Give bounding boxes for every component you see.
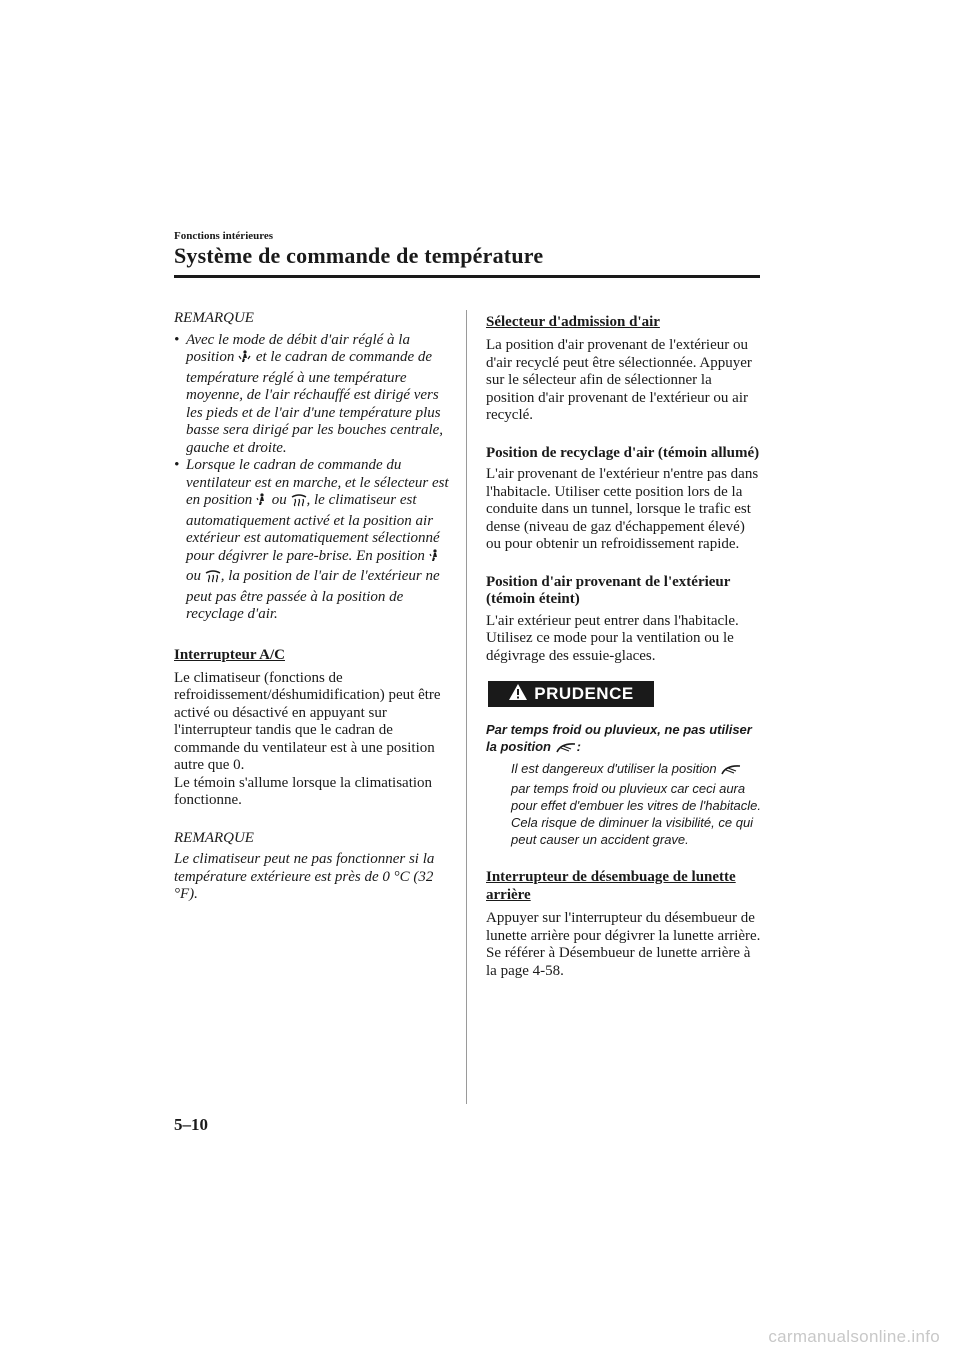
- windshield-defrost-icon: [205, 569, 221, 589]
- bullet: •: [174, 457, 180, 473]
- note-text: ou: [186, 568, 205, 584]
- section-label: Fonctions intérieures: [174, 230, 274, 242]
- note-item: [174, 457, 450, 624]
- caution-body-text: par temps froid ou pluvieux car ceci aura pour effet d'embuer les vitres de l'habitacle. Cela risque de diminuer la visibilité, ce qui peut causer un accident grave.: [511, 781, 761, 847]
- caution-label: PRUDENCE: [534, 684, 634, 704]
- note-text: Lorsque le cadran de commande du ventilateur est en marche, et le sélecteur est en position: [186, 457, 449, 508]
- note-heading: REMARQUE: [174, 829, 254, 846]
- note-text: , le climatiseur est automatiquement activé et la position air extérieur est automatiquement sélectionné pour dégivrer le pare-brise. En position: [186, 492, 440, 564]
- ac-paragraph: Le témoin s'allume lorsque la climatisation fonctionne.: [174, 774, 433, 808]
- note-item: [174, 332, 450, 458]
- bullet: •: [174, 331, 180, 348]
- windshield-airflow-icon: [720, 763, 742, 780]
- caution-body: [511, 760, 762, 848]
- note-list: [174, 332, 450, 624]
- note-text: , la position de l'air de l'extérieur ne peut pas être passée à la position de recyclage d'air.: [186, 568, 440, 622]
- caution-body-text: Il est dangereux d'utiliser la position: [511, 761, 721, 776]
- ac-switch-heading: Interrupteur A/C: [174, 646, 285, 663]
- column-divider: [466, 310, 467, 1104]
- page-number: 5–10: [174, 1115, 208, 1134]
- warning-triangle-icon: [508, 683, 528, 705]
- right-column: [486, 310, 762, 980]
- note-text: Le climatiseur peut ne pas fonctionner si la température extérieure est près de 0 °C (32 °F).: [174, 851, 435, 902]
- page-title: Système de commande de température: [174, 243, 544, 268]
- caution-title-text: :: [576, 739, 581, 754]
- rear-defogger-heading: Interrupteur de désembuage de lunette arrière: [486, 869, 736, 903]
- watermark: carmanualsonline.info: [768, 1327, 940, 1346]
- recirculation-paragraph: L'air provenant de l'extérieur n'entre pas dans l'habitacle. Utiliser cette position lors de la conduite dans un tunnel, lorsque le trafic est dense (niveau de gaz d'échappement élevé) ou pour obtenir un refroidissement rapide.: [486, 466, 759, 552]
- note-text: et le cadran de commande de température réglé à une température moyenne, de l'air réchauffé est dirigé vers les pieds et de l'air d'une température plus basse sera dirigé par les bouches centrale, gauche et droite.: [186, 349, 444, 456]
- title-rule: [174, 275, 760, 278]
- ac-paragraph: Le climatiseur (fonctions de refroidissement/déshumidification) peut être activé ou désactivé en appuyant sur l'interrupteur tandis que le cadran de commande du ventilateur est à une position autre que 0.: [174, 669, 441, 773]
- caution-banner: [488, 681, 654, 707]
- note-text: ou: [268, 492, 291, 508]
- outside-air-paragraph: L'air extérieur peut entrer dans l'habitacle. Utilisez ce mode pour la ventilation ou le dégivrage des essuie-glaces.: [486, 612, 739, 664]
- caution-title: [486, 721, 762, 758]
- feet-airflow-icon: [238, 350, 252, 370]
- air-intake-heading: Sélecteur d'admission d'air: [486, 314, 660, 330]
- caution-title-text: Par temps froid ou pluvieux, ne pas utiliser la position: [486, 722, 752, 754]
- air-intake-paragraph: La position d'air provenant de l'extérieur ou d'air recyclé peut être sélectionnée. Appuyer sur le sélecteur afin de sélectionner la position d'air provenant de l'extérieur ou air recyclé.: [486, 337, 752, 423]
- defrost-feet-icon: [256, 493, 268, 513]
- defrost-feet-icon: [429, 549, 441, 569]
- outside-air-heading: Position d'air provenant de l'extérieur (témoin éteint): [486, 573, 731, 607]
- left-column: [174, 310, 450, 904]
- windshield-airflow-icon: [555, 741, 577, 758]
- recirculation-heading: Position de recyclage d'air (témoin allumé): [486, 444, 760, 461]
- note-text: Avec le mode de débit d'air réglé à la position: [186, 331, 410, 365]
- rear-defogger-paragraph: Se référer à Désembueur de lunette arrière à la page 4-58.: [486, 945, 751, 979]
- note-heading: REMARQUE: [174, 310, 254, 326]
- rear-defogger-paragraph: Appuyer sur l'interrupteur du désembueur de lunette arrière pour dégivrer la lunette arrière.: [486, 910, 761, 944]
- windshield-defrost-icon: [291, 493, 307, 513]
